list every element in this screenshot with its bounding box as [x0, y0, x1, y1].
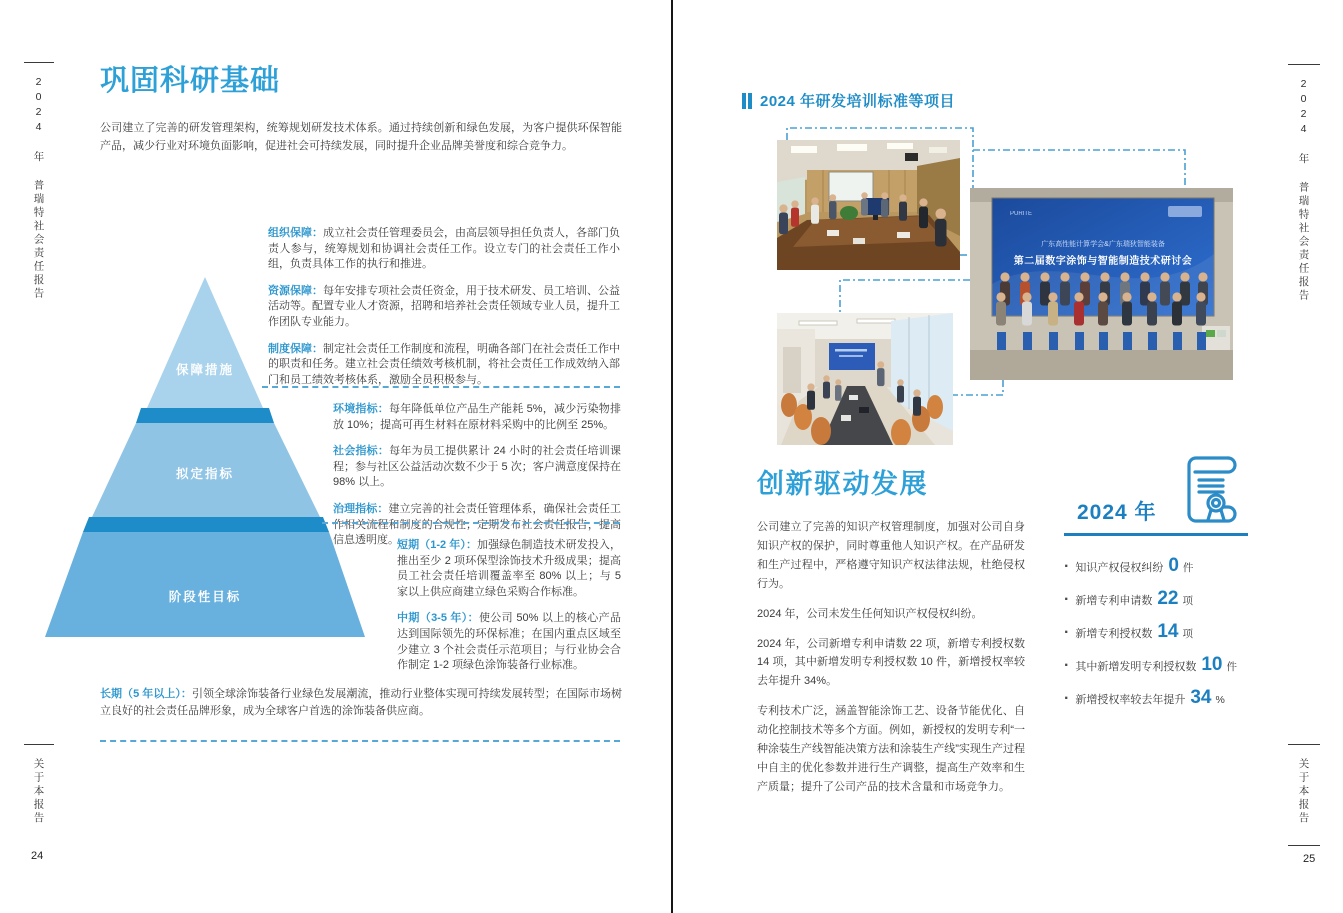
safeguard-item-system [268, 342, 620, 389]
goal-text: 使公司 50% 以上的核心产品达到国际领先的环保标准；在国内重点区域至少建立 3 个社会责任示范项目；与行业协会合作制定 1-2 项绿色涂饰装备行业标准。 [397, 612, 621, 672]
indicator-text: 建立完善的社会责任管理体系，确保社会责任工作相关流程和制度的合规性；定期发布社会责任报告，提高信息透明度。 [333, 503, 622, 547]
safeguard-item-resources [268, 284, 620, 331]
safeguard-label: 制度保障： [268, 342, 323, 355]
stat-item-patent-applications: · 新增专利申请数 22 项 [1064, 589, 1264, 609]
indicator-label: 社会指标： [333, 445, 390, 458]
goal-label: 短期（1-2 年）： [397, 539, 478, 551]
indicator-label: 环境指标： [333, 403, 390, 415]
page-title-left: 巩固科研基础 [100, 65, 281, 97]
certificate-icon [1180, 452, 1244, 530]
stat-item-patent-grants: · 新增专利授权数 14 项 [1064, 622, 1264, 642]
stats-year-label: 2024 年 [1077, 501, 1157, 524]
sidebar-rule [1288, 744, 1320, 745]
photo-training-meeting-2 [777, 313, 953, 445]
stats-underline [1064, 533, 1248, 536]
sidebar-rule [24, 744, 54, 745]
safeguards-list [268, 226, 620, 399]
left-sidebar-bottom [24, 744, 54, 826]
indicators-list [333, 402, 621, 560]
safeguard-label: 组织保障： [268, 227, 323, 239]
goal-label: 中期（3-5 年）： [397, 612, 479, 625]
goal-label: 长期（5 年以上）： [100, 688, 192, 700]
goals-list [397, 538, 621, 685]
indicator-label: 治理指标： [333, 503, 389, 516]
stat-item-ip-disputes: · 知识产权侵权纠纷 0 件 [1064, 556, 1264, 576]
goal-item-long-term [100, 686, 622, 720]
indicator-item-environment [333, 402, 621, 433]
safeguard-label: 资源保障： [268, 284, 323, 297]
dashed-divider-1 [262, 386, 620, 388]
stat-item-grant-rate: · 新增授权率较去年提升 34 % [1064, 688, 1264, 708]
page-number-right: 25 [1303, 853, 1316, 865]
pyramid-tier1-label: 保障措施 [175, 363, 235, 377]
innovation-paragraphs [757, 518, 1025, 808]
sidebar-rule [24, 62, 54, 63]
innovation-paragraph-3: 2024 年，公司新增专利申请数 22 项，新增专利授权数 14 项，其中新增发明专利授权数 10 件，新增授权率较去年提升 34%。 [757, 637, 1025, 688]
pyramid-tier3-shape [45, 532, 365, 637]
photo-training-meeting-1 [777, 140, 960, 270]
section-title-innovation: 创新驱动发展 [757, 469, 928, 499]
innovation-paragraph-4: 专利技术广泛，涵盖智能涂饰工艺、设备节能优化、自动化控制技术等多个方面。例如，新授权的发明专利“一种涂装生产线智能决策方法和涂装生产线”实现生产过程中自主的优化参数并进行生产调整，提高生产效率和生产质量；提升了公司产品的技术含量和市场竞争力。 [757, 705, 1025, 793]
goal-item-short-term [397, 538, 621, 600]
right-sidebar-bottom [1288, 744, 1320, 826]
page-number-left: 24 [31, 850, 44, 862]
report-edition-caption: 2024 年 普瑞特社会责任报告 [32, 76, 45, 301]
screen-banner-line2: 第二届数字涂饰与智能制造技术研讨会 [1013, 256, 1193, 267]
stats-panel [1064, 556, 1264, 721]
safeguard-text: 制定社会责任工作制度和流程，明确各部门在社会责任工作中的职责和任务。建立社会责任绩效考核机制，将社会责任工作成效纳入部门和员工绩效考核体系，激励全员积极参与。 [268, 342, 620, 386]
safeguard-item-organization [268, 226, 620, 273]
indicator-item-social [333, 444, 621, 491]
indicator-text: 每年为员工提供累计 24 小时的社会责任培训课程；参与社区公益活动次数不少于 5 次；客户满意度保持在 98% 以上。 [333, 445, 621, 489]
screen-banner-line1: 广东高性能计算学会&广东瑞狄智能装备 [1041, 241, 1165, 248]
pyramid-tier1-shape [147, 277, 263, 408]
dashed-divider-3 [100, 740, 620, 742]
pyramid-band2 [83, 517, 329, 532]
innovation-paragraph-1: 公司建立了完善的知识产权管理制度，加强对公司自身知识产权的保护，同时尊重他人知识产权。在产品研发和生产过程中，严格遵守知识产权法律法规，杜绝侵权行为。 [757, 521, 1025, 590]
indicator-text: 每年降低单位产品生产能耗 5%，减少污染物排放 10%；提高可再生材料在原材料采购中的比例至 25%。 [333, 403, 621, 431]
section-header-label: 2024 年研发培训标准等项目 [760, 93, 956, 110]
chapter-caption: 关于本报告 [1297, 758, 1310, 826]
chapter-caption: 关于本报告 [32, 758, 45, 826]
goal-text: 引领全球涂饰装备行业绿色发展潮流，推动行业整体实现可持续发展转型；在国际市场树立良好的社会责任品牌形象，成为全球客户首选的涂饰装备供应商。 [100, 688, 622, 718]
photo-seminar-group [970, 188, 1233, 380]
safeguard-text: 成立社会责任管理委员会，由高层领导担任负责人，各部门负责人参与，统筹规划和协调社会责任工作。设立专门的社会责任工作小组，负责具体工作的执行和推进。 [268, 227, 620, 271]
goal-item-mid-term [397, 611, 621, 673]
goal-text: 加强绿色制造技术研发投入，推出至少 2 项环保型涂饰技术升级成果；提高员工社会责任培训覆盖率至 80% 以上；与 5 家以上供应商建立绿色采购合作标准。 [397, 539, 621, 598]
left-sidebar-top [24, 62, 54, 301]
innovation-paragraph-2: 2024 年，公司未发生任何知识产权侵权纠纷。 [757, 607, 983, 620]
dashed-divider-2 [322, 522, 620, 524]
safeguard-text: 每年安排专项社会责任资金，用于技术研发、员工培训、公益活动等。配置专业人才资源，招聘和培养社会责任领域专业人员，提升工作团队专业能力。 [268, 284, 620, 329]
pyramid-band1 [136, 408, 274, 423]
sidebar-rule [1288, 845, 1320, 846]
screen-logo-text: PURITE [1010, 211, 1033, 217]
intro-paragraph: 公司建立了完善的研发管理架构，统筹规划研发技术体系。通过持续创新和绿色发展，为客户提供环保智能产品，减少行业对环境负面影响，促进社会可持续发展，同时提升企业品牌美誉度和综合竞争力。 [100, 122, 622, 152]
report-edition-caption: 2024 年 普瑞特社会责任报告 [1297, 78, 1310, 303]
stat-item-invention-grants: · 其中新增发明专利授权数 10 件 [1064, 655, 1264, 675]
pyramid-tier3-label: 阶段性目标 [168, 590, 242, 604]
pyramid-tier2-label: 拟定指标 [175, 467, 235, 481]
